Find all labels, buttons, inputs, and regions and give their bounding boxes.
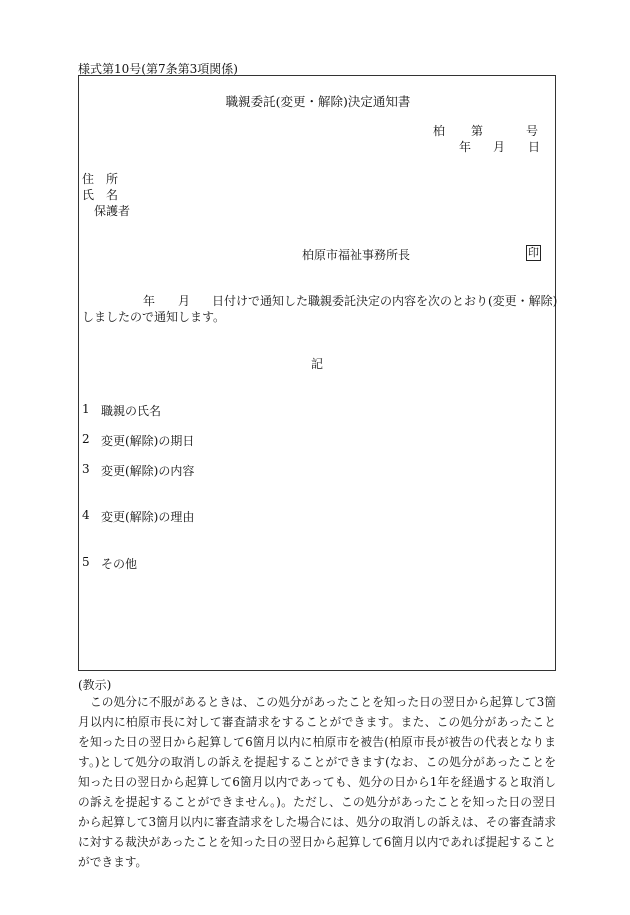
guardian-label: 保護者 bbox=[94, 204, 131, 218]
document-frame bbox=[78, 75, 556, 671]
ref-go: 号 bbox=[526, 124, 539, 138]
document-title: 職親委託(変更・解除)決定通知書 bbox=[225, 94, 411, 109]
item-5-label: その他 bbox=[101, 557, 138, 571]
name-label: 氏 名 bbox=[82, 188, 119, 202]
item-3-num: 3 bbox=[82, 462, 90, 476]
date-month: 月 bbox=[493, 140, 506, 154]
item-2-label: 変更(解除)の期日 bbox=[101, 434, 195, 448]
body-month: 月 bbox=[178, 294, 191, 308]
ref-city: 柏 bbox=[433, 124, 446, 138]
item-5-num: 5 bbox=[82, 555, 90, 569]
item-4-label: 変更(解除)の理由 bbox=[101, 510, 195, 524]
item-2-num: 2 bbox=[82, 432, 90, 446]
date-year: 年 bbox=[459, 140, 472, 154]
seal-mark bbox=[526, 245, 541, 261]
date-day: 日 bbox=[528, 140, 541, 154]
ki-mark: 記 bbox=[311, 357, 324, 371]
ref-dai: 第 bbox=[471, 124, 484, 138]
form-number: 様式第10号(第7条第3項関係) bbox=[78, 62, 238, 76]
item-1-label: 職親の氏名 bbox=[101, 404, 162, 418]
body-year: 年 bbox=[143, 294, 156, 308]
body-line1: 日付けで通知した職親委託決定の内容を次のとおり(変更・解除) bbox=[212, 294, 558, 308]
notice-label: (教示) bbox=[78, 678, 112, 692]
address-label: 住 所 bbox=[82, 172, 119, 186]
item-4-num: 4 bbox=[82, 508, 90, 522]
item-3-label: 変更(解除)の内容 bbox=[101, 464, 195, 478]
item-1-num: 1 bbox=[82, 402, 90, 416]
body-line2: しましたので通知します。 bbox=[82, 310, 226, 324]
seal-box: 印 bbox=[528, 246, 539, 259]
notice-text: この処分に不服があるときは、この処分があったことを知った日の翌日から起算して3箇月以内に柏原市長に対して審査請求をすることができます。また、この処分があったことを知った日の翌日から起算して6箇月以内に柏原市を被告(柏原市長が被告の代表となります。)として処分の取消しの訴えを提起することができます(なお、この処分があったことを知った日の翌日から起算して6箇月以内であっても、処分の日から1年を経過すると取消しの訴えを提起することができません。)。ただし、この処分があったことを知った日の翌日から起算して3箇月以内に審査請求をした場合には、処分の取消しの訴えは、その審査請求に対する裁決があったことを知った日の翌日から起算して6箇月以内であれば提起することができます。 bbox=[78, 695, 556, 869]
issuer-name: 柏原市福祉事務所長 bbox=[302, 248, 411, 262]
